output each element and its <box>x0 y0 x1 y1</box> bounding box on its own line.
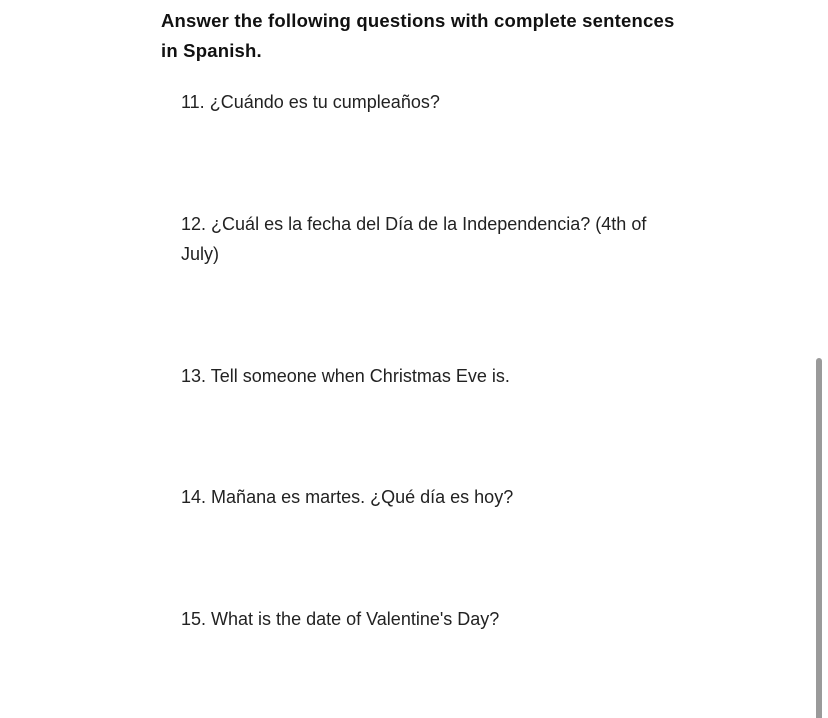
instructions-heading: Answer the following questions with complete sentences in Spanish. <box>161 10 675 61</box>
scrollbar-thumb[interactable] <box>816 358 822 718</box>
question-14 <box>181 482 651 512</box>
vertical-scrollbar[interactable] <box>814 0 828 718</box>
question-number: 13. <box>181 366 207 386</box>
question-number: 12. <box>181 214 207 234</box>
question-number: 15. <box>181 609 207 629</box>
question-text: ¿Cuál es la fecha del Día de la Independencia? (4th of July) <box>181 214 647 264</box>
question-text: What is the date of Valentine's Day? <box>211 609 500 629</box>
question-13 <box>181 361 651 391</box>
question-11 <box>181 87 651 117</box>
question-text: ¿Cuándo es tu cumpleaños? <box>209 92 440 112</box>
question-number: 14. <box>181 487 207 507</box>
question-text: Mañana es martes. ¿Qué día es hoy? <box>211 487 514 507</box>
question-number: 11. <box>181 92 205 112</box>
question-12 <box>181 209 651 269</box>
question-text: Tell someone when Christmas Eve is. <box>210 366 510 386</box>
question-15 <box>181 604 651 634</box>
